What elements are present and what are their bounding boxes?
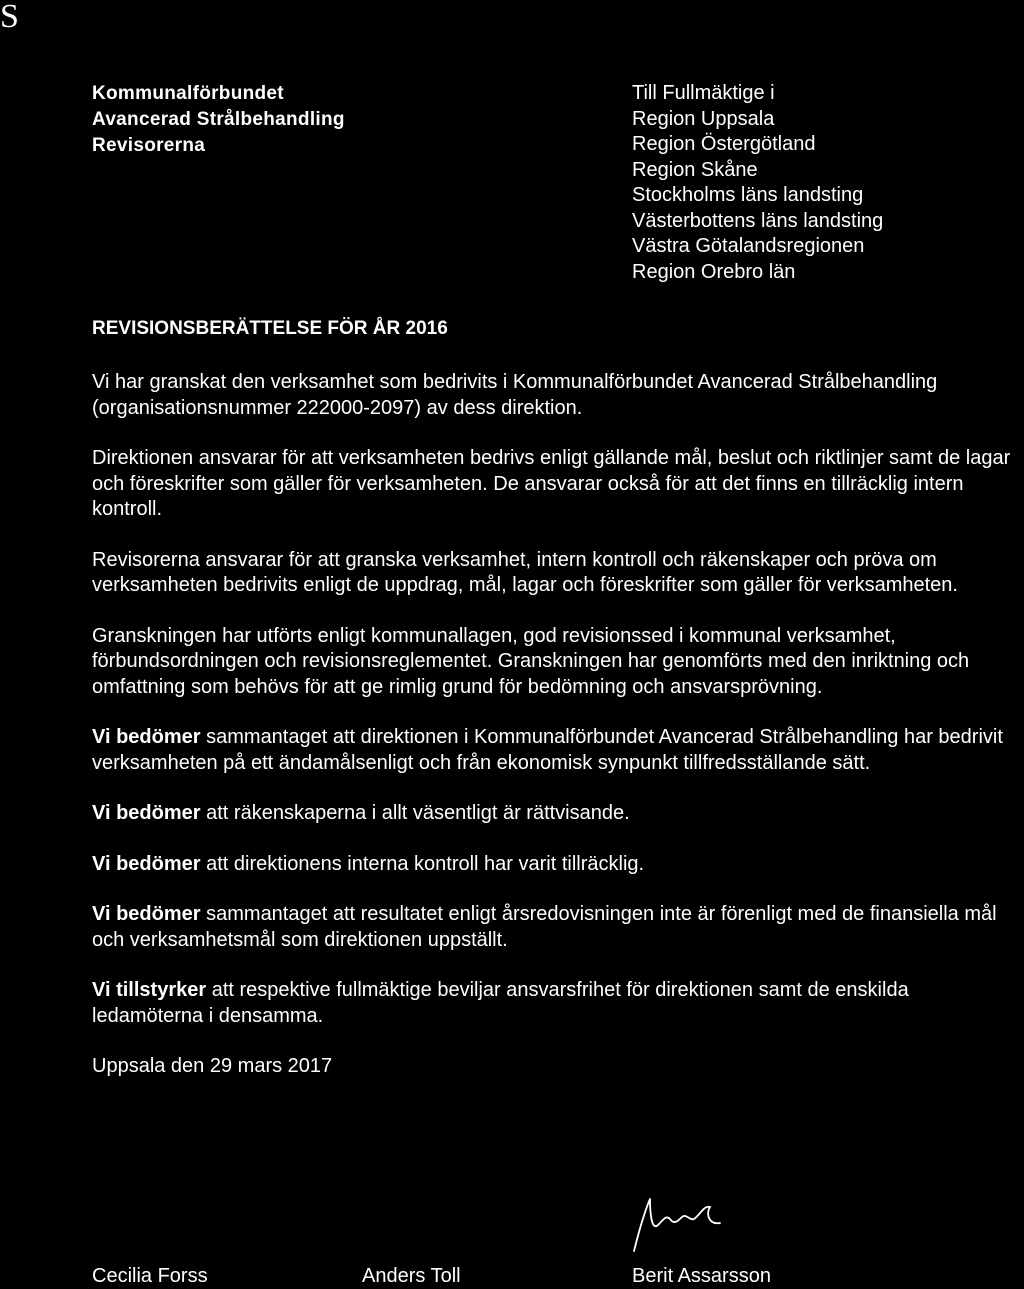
statement-lead: Vi bedömer [92, 903, 201, 925]
statement-operations [92, 725, 1022, 776]
signer-name: Anders Toll [362, 1265, 461, 1287]
handwritten-signature [620, 1195, 740, 1255]
statement-text: att direktionens interna kontroll har varit tillräcklig. [200, 852, 645, 875]
signer-name: Cecilia Forss [92, 1265, 208, 1287]
statement-discharge [92, 978, 1022, 1029]
statement-text: att respektive fullmäktige beviljar ansvarsfrihet för direktionen samt de enskilda ledamöterna i densamma. [92, 979, 909, 1027]
place-and-date: Uppsala den 29 mars 2017 [92, 1055, 333, 1077]
statement-results [92, 902, 1022, 953]
statement-text: sammantaget att direktionen i Kommunalförbundet Avancerad Strålbehandling har bedrivit verksamheten på ett ändamålsenligt och från ekonomisk synpunkt tillfredsställande sätt. [92, 726, 1003, 774]
sender-block [92, 81, 345, 159]
recipient-line: Region Orebro län [632, 260, 796, 283]
statement-text: att räkenskaperna i allt väsentligt är rättvisande. [200, 802, 630, 824]
sender-line: Kommunalförbundet [92, 83, 284, 104]
recipient-line: Stockholms läns landsting [632, 184, 864, 206]
paragraph-board-responsibility: Direktionen ansvarar för att verksamheten bedrivs enligt gällande mål, beslut och riktlinjer samt de lagar och föreskrifter som gäller för verksamheten. De ansvarar också för att det finns en tillräcklig intern kontroll. [92, 447, 1011, 520]
recipient-line: Region Östergötland [632, 133, 816, 155]
statement-lead: Vi bedömer [92, 852, 201, 875]
statement-lead: Vi bedömer [92, 726, 201, 748]
paragraph-audit-basis: Granskningen har utförts enligt kommunallagen, god revisionssed i kommunal verksamhet, förbundsordningen och revisionsreglementet. Granskningen har genomförts med den inriktning och omfattning som behövs för att ge rimlig grund för bedömning och ansvarsprövning. [92, 624, 970, 698]
statement-internal-control [92, 852, 1022, 878]
statement-lead: Vi tillstyrker [92, 979, 207, 1001]
signer-name: Berit Assarsson [632, 1265, 771, 1287]
paragraph-scope: Vi har granskat den verksamhet som bedrivits i Kommunalförbundet Avancerad Strålbehandling (organisationsnummer 222000-2097) av dess direktion. [92, 371, 938, 419]
corner-mark: S [0, 0, 19, 35]
document-heading: REVISIONSBERÄTTELSE FÖR ÅR 2016 [92, 318, 448, 339]
recipient-line: Region Uppsala [632, 107, 775, 130]
recipient-line: Till Fullmäktige i [632, 82, 775, 104]
statement-accounts [92, 801, 1022, 827]
statement-lead: Vi bedömer [92, 802, 201, 824]
statement-text: sammantaget att resultatet enligt årsredovisningen inte är förenligt med de finansiella mål och verksamhetsmål som direktionen uppställt. [92, 903, 997, 951]
recipient-block [632, 81, 883, 285]
recipient-line: Västerbottens läns landsting [632, 209, 884, 232]
sender-line: Revisorerna [92, 135, 206, 156]
paragraph-auditor-responsibility: Revisorerna ansvarar för att granska verksamhet, intern kontroll och räkenskaper och pröva om verksamheten bedrivits enligt de uppdrag, mål, lagar och föreskrifter som gäller för verksamheten. [92, 548, 958, 596]
recipient-line: Region Skåne [632, 158, 758, 181]
recipient-line: Västra Götalandsregionen [632, 235, 865, 257]
sender-line: Avancerad Strålbehandling [92, 109, 345, 130]
document-body [92, 370, 1022, 1105]
